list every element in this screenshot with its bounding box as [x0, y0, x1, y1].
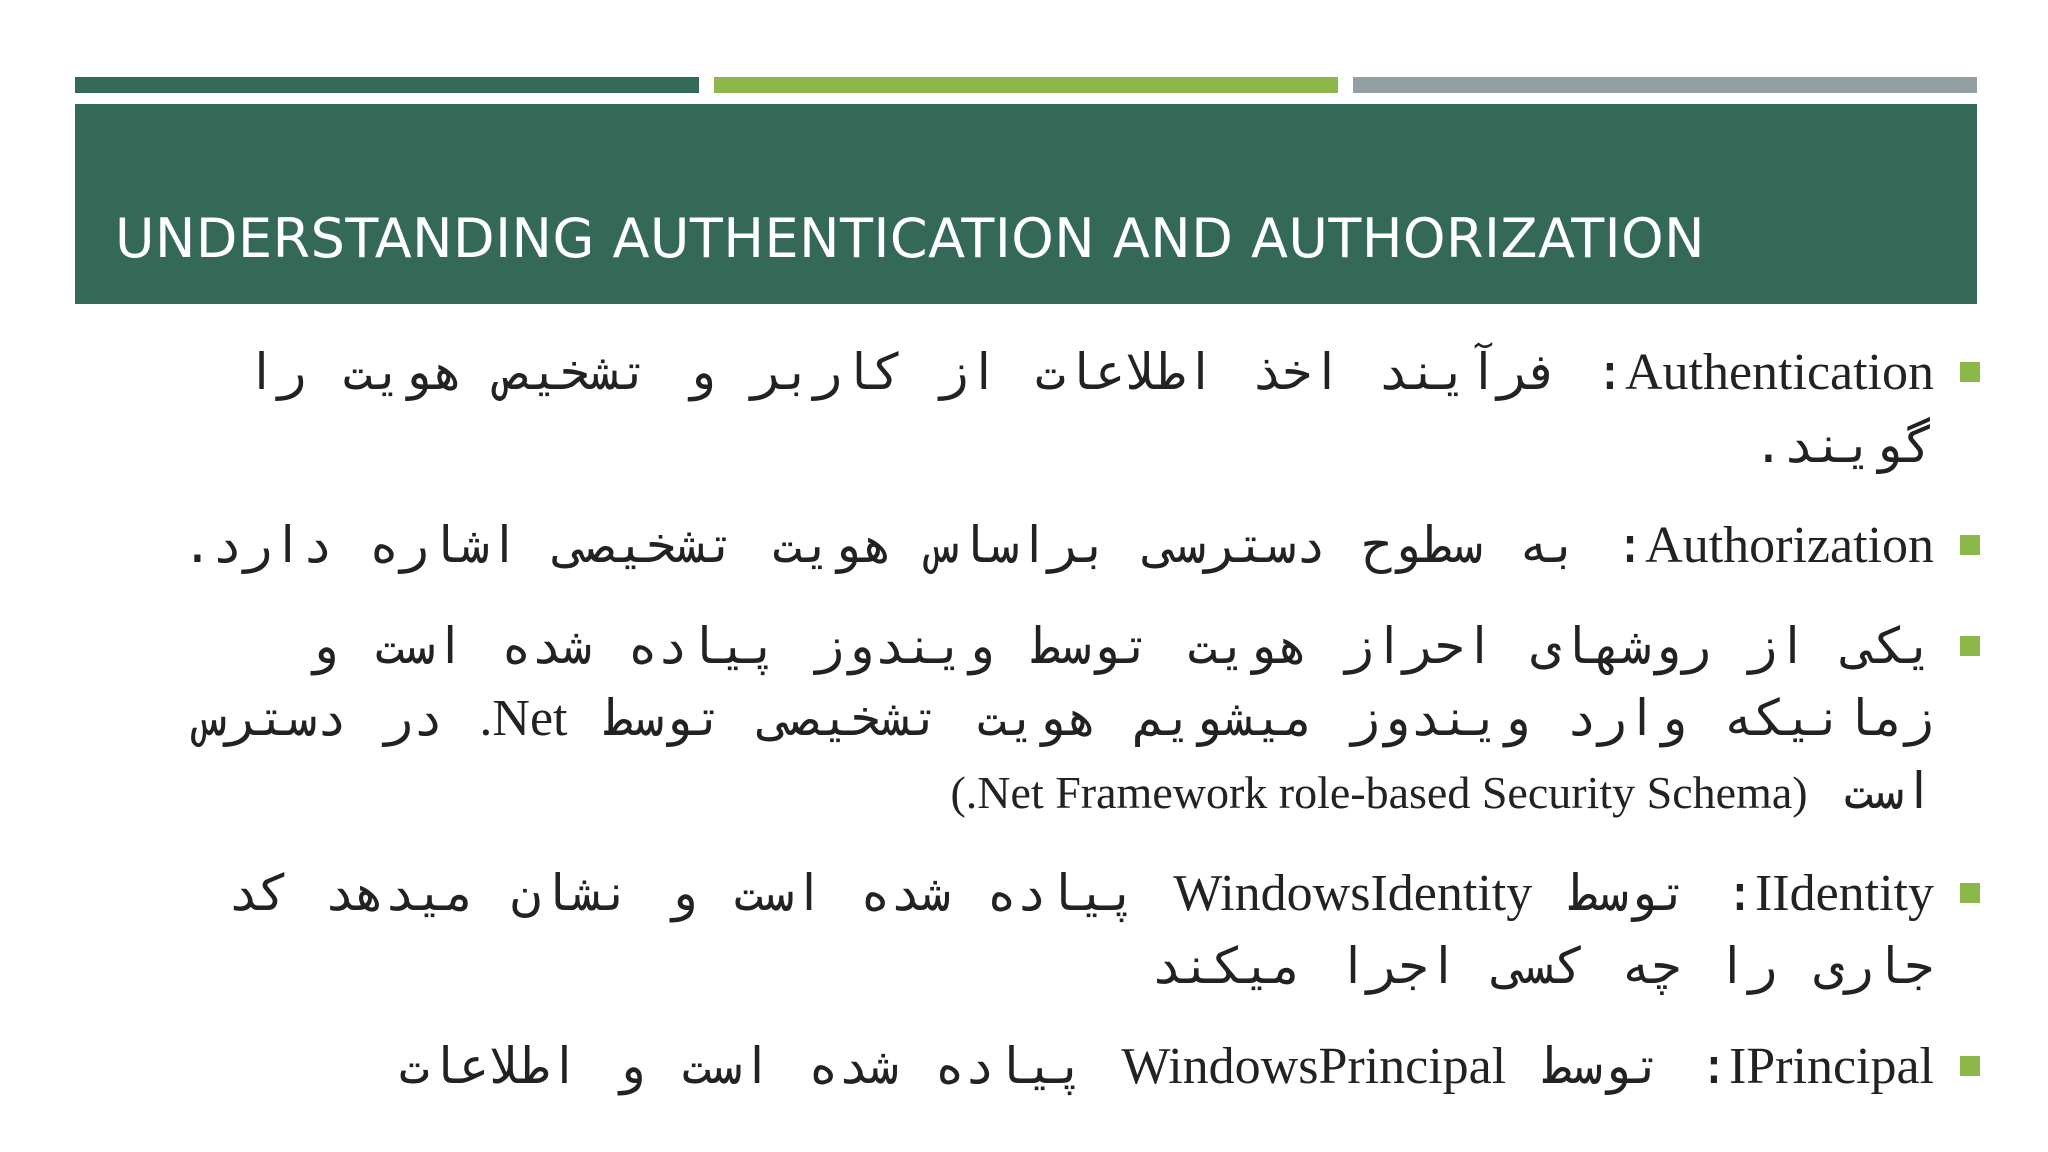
bullet-text: به سطوح دسترسی براساس هویت تشخیصی اشاره دارد.: [182, 516, 1579, 574]
bullet-parenthetical: (.Net Framework role-based Security Schema): [950, 767, 1808, 818]
bullet-term: IPrincipal: [1728, 1038, 1934, 1095]
slide-content: [110, 336, 1980, 1152]
bullet-item-iidentity: [110, 857, 1980, 1002]
square-bullet-icon: [1960, 1056, 1980, 1076]
accent-bar-dark-green: [75, 77, 699, 93]
accent-bar-gray: [1353, 77, 1977, 93]
accent-bar-light-green: [714, 77, 1338, 93]
bullet-text-continued: پیاده شده است و اطلاعات: [398, 1037, 1122, 1095]
bullet-separator: :: [1578, 516, 1646, 574]
bullet-text: : توسط: [1506, 1037, 1729, 1095]
square-bullet-icon: [1960, 535, 1980, 555]
bullet-text-continued: در دسترس است: [196, 689, 1934, 820]
slide-title: UNDERSTANDING AUTHENTICATION AND AUTHORIZATION: [115, 207, 1706, 270]
square-bullet-icon: [1960, 883, 1980, 903]
title-band: [75, 104, 1977, 304]
square-bullet-icon: [1960, 636, 1980, 656]
bullet-item-authentication: [110, 336, 1980, 481]
bullet-term: Authorization: [1645, 517, 1934, 574]
square-bullet-icon: [1960, 362, 1980, 382]
bullet-item-windows-auth: [110, 610, 1980, 829]
bullet-list: [110, 336, 1980, 1103]
bullet-item-authorization: [110, 509, 1980, 582]
bullet-term: .Net: [479, 690, 568, 747]
bullet-term: Authentication: [1624, 344, 1934, 401]
bullet-class-name: WindowsIdentity: [1173, 865, 1533, 922]
bullet-text: : توسط: [1532, 864, 1755, 922]
bullet-text: فرآیند اخذ اطلاعات از کاربر و تشخیص هویت را گویند.: [246, 343, 1934, 474]
bullet-item-iprincipal: [110, 1030, 1980, 1103]
bullet-text-continued: پیاده شده است و نشان میدهد کد جاری را چه کسی اجرا میکند: [228, 864, 1934, 995]
bullet-class-name: WindowsPrincipal: [1121, 1038, 1507, 1095]
bullet-term: IIdentity: [1754, 865, 1934, 922]
bullet-text: یکی از روشهای احراز هویت توسط ویندوز پیاده شده است و زمانیکه وارد ویندوز میشویم هویت تشخیصی توسط: [308, 617, 1934, 747]
bullet-separator: :: [1558, 343, 1625, 401]
